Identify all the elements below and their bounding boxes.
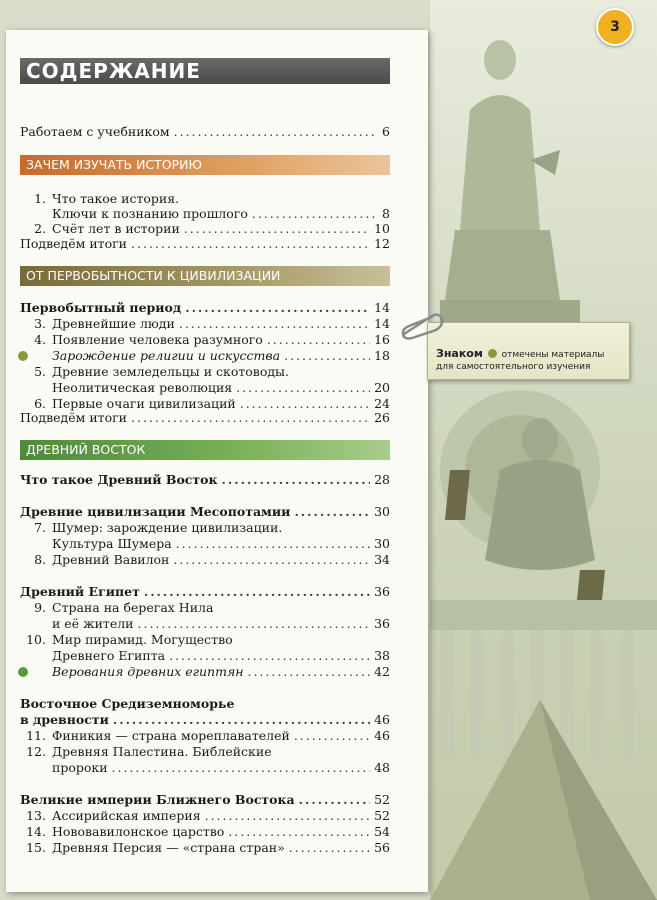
self-study-marker-icon [18, 667, 28, 677]
toc-entry[interactable]: 4. Появление человека разумного ..... 16 [20, 332, 390, 348]
toc-entry[interactable]: 7. Шумер: зарождение цивилизации. [34, 520, 283, 535]
toc-entry[interactable]: 1. Что такое история. [34, 191, 180, 206]
page-title: СОДЕРЖАНИЕ [20, 58, 390, 84]
toc-entry[interactable]: 5. Древние земледельцы и скотоводы. [34, 364, 289, 379]
note-text: отмечены материалы для самостоятельного изучения [436, 350, 605, 372]
dot-leader [236, 380, 370, 396]
toc-entry[interactable]: 3. Древнейшие люди ..... 14 [20, 316, 390, 332]
paperclip-icon [398, 310, 444, 340]
section-header: ЗАЧЕМ ИЗУЧАТЬ ИСТОРИЮ [20, 155, 390, 175]
dot-leader [138, 616, 371, 632]
toc-entry[interactable]: 8. Древний Вавилон ..... 34 [20, 552, 390, 568]
toc-entry[interactable]: 12. Древняя Палестина. Библейские [26, 744, 272, 759]
dot-leader [185, 300, 370, 316]
toc-entry[interactable]: 2. Счёт лет в истории ..... 10 [20, 221, 390, 237]
dot-leader [222, 472, 371, 488]
toc-entry[interactable]: 9. Страна на берегах Нила [34, 600, 214, 615]
dot-leader [169, 648, 370, 664]
dot-leader [267, 332, 370, 348]
toc-entry[interactable]: Восточное Средиземноморье [20, 696, 235, 711]
section-header: ОТ ПЕРВОБЫТНОСТИ К ЦИВИЛИЗАЦИИ [20, 266, 390, 286]
dot-leader [173, 552, 370, 568]
toc-entry[interactable]: в древности ..... 46 [20, 712, 390, 728]
toc-entry[interactable]: Культура Шумера ..... 30 [52, 536, 390, 552]
page-number-badge: 3 [596, 8, 634, 46]
toc-entry[interactable]: 14. Нововавилонское царство ..... 54 [20, 824, 390, 840]
toc-entry[interactable]: Верования древних египтян ..... 42 [20, 664, 390, 680]
toc-entry[interactable]: Древний Египет ..... 36 [20, 584, 390, 600]
toc-entry[interactable]: Что такое Древний Восток ..... 28 [20, 472, 390, 488]
dot-leader [205, 808, 371, 824]
toc-entry[interactable]: Первобытный период ..... 14 [20, 300, 390, 316]
self-study-marker-icon [18, 351, 28, 361]
table-of-contents-page [6, 30, 428, 892]
toc-entry[interactable]: Неолитическая революция ..... 20 [52, 380, 390, 396]
dot-leader [144, 584, 370, 600]
legend-note [427, 322, 630, 380]
toc-entry[interactable]: 6. Первые очаги цивилизаций ..... 24 [20, 396, 390, 412]
toc-entry[interactable]: 13. Ассирийская империя ..... 52 [20, 808, 390, 824]
section-header: ДРЕВНИЙ ВОСТОК [20, 440, 390, 460]
dot-leader [131, 236, 370, 252]
dot-leader [179, 316, 370, 332]
toc-entry[interactable]: 15. Древняя Персия — «страна стран» ..... 56 [20, 840, 390, 856]
self-study-marker-icon [488, 349, 497, 358]
toc-entry[interactable]: Работаем с учебником ..... 6 [20, 124, 390, 140]
dot-leader [294, 504, 370, 520]
toc-entry[interactable]: Древние цивилизации Месопотамии ..... 30 [20, 504, 390, 520]
toc-entry[interactable]: Великие империи Ближнего Востока ..... 52 [20, 792, 390, 808]
toc-entry[interactable]: 11. Финикия — страна мореплавателей ..... 46 [20, 728, 390, 744]
dot-leader [112, 760, 371, 776]
toc-entry[interactable]: Древнего Египта ..... 38 [52, 648, 390, 664]
dot-leader [176, 536, 370, 552]
toc-entry[interactable]: 10. Мир пирамид. Могущество [26, 632, 233, 647]
dot-leader [294, 728, 370, 744]
toc-entry[interactable]: Зарождение религии и искусства ..... 18 [20, 348, 390, 364]
note-first-word: Знаком [436, 347, 483, 360]
decorative-illustration [430, 0, 657, 900]
dot-leader [131, 410, 370, 426]
dot-leader [289, 840, 370, 856]
dot-leader [184, 221, 370, 237]
toc-entry[interactable]: и её жители ..... 36 [52, 616, 390, 632]
toc-entry[interactable]: Ключи к познанию прошлого ..... 8 [52, 206, 390, 222]
toc-entry[interactable]: Подведём итоги ..... 26 [20, 410, 390, 426]
dot-leader [113, 712, 370, 728]
toc-entry[interactable]: Подведём итоги ..... 12 [20, 236, 390, 252]
dot-leader [252, 206, 378, 222]
dot-leader [228, 824, 370, 840]
dot-leader [284, 348, 370, 364]
toc-entry[interactable]: пророки ..... 48 [52, 760, 390, 776]
dot-leader [299, 792, 370, 808]
dot-leader [174, 124, 378, 140]
dot-leader [247, 664, 370, 680]
